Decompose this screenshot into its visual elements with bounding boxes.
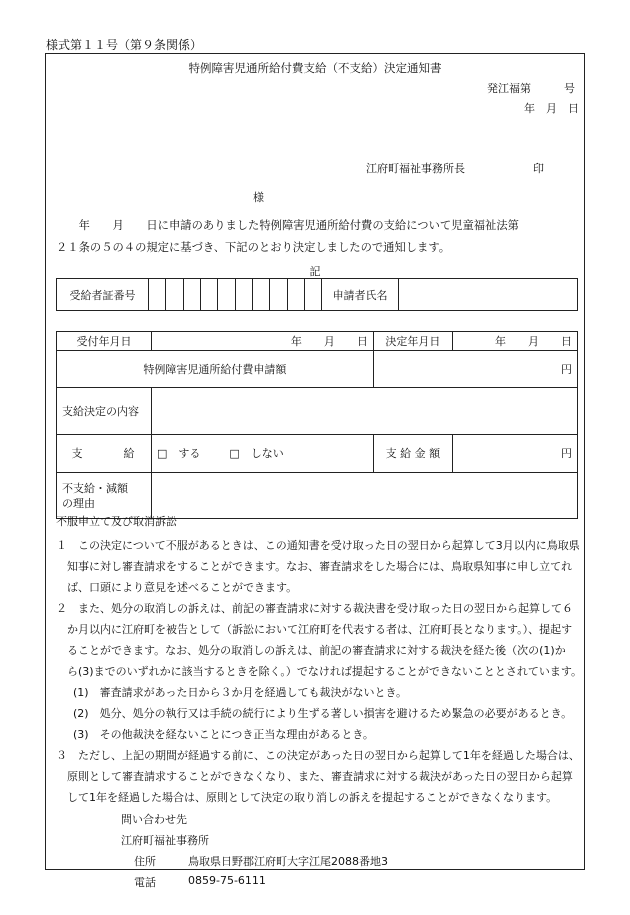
recipient-number-digit[interactable] [270,279,287,311]
contact-address-label: 住所 [134,855,156,868]
body-text-line-1: 年 月 日に申請のありました特例障害児通所給付費の支給について児童福祉法第 [56,219,519,232]
appeal-note-line: か月以内に江府町を被告として（訴訟において江府町を代表する者は、江府町長となります。）、提起す [56,623,573,636]
recipient-number-digit[interactable] [304,279,321,311]
appeal-note-line: ら(3)までのいずれかに該当するときを除く。）でなければ提起することができないこととされています。 [56,665,582,678]
appeal-note-line: 知事に対し審査請求をすることができます。なお、審査請求をした場合には、鳥取県知事に申し立てれ [56,560,573,573]
document-title: 特例障害児通所給付費支給（不支給）決定通知書 [188,61,442,75]
issue-number: 発江福第 号 [487,82,575,95]
payment-amount-label: 支 給 金 額 [373,434,452,473]
appeal-note-line: ることができます。なお、処分の取消しの訴えは、前記の審査請求に対する裁決を経た後（次の(1)か [56,644,566,657]
contact-phone: 0859-75-6111 [188,874,266,887]
payment-options [152,434,374,473]
appeal-note-line: (2) 処分、処分の執行又は手続の続行により生ずる著しい損害を避けるため緊急の必要があるとき。 [73,707,573,720]
issue-date: 年 月 日 [524,102,579,115]
received-date-label: 受付年月日 [57,332,152,351]
addressee-suffix: 様 [253,191,264,204]
reason-field[interactable] [152,473,578,519]
contact-office: 江府町福祉事務所 [121,834,209,847]
payment-amount-value[interactable]: 円 [452,434,577,473]
contact-heading: 問い合わせ先 [121,813,187,826]
decision-table [56,331,578,519]
recipient-table [56,278,578,311]
applicant-name-label: 申請者氏名 [322,279,399,311]
appeal-note-line: ば、口頭により意見を述べることができます。 [56,581,298,594]
appeal-note-line: して1年を経過した場合は、原則として決定の取り消しの訴えを提起することができなくなります。 [56,791,558,804]
office-name: 江府町福祉事務所長 [366,162,465,175]
claim-amount-value[interactable]: 円 [373,351,577,387]
applicant-name-field[interactable] [398,279,577,311]
recipient-number-digit[interactable] [166,279,183,311]
ki-heading: 記 [309,265,321,278]
appeal-note-line: (1) 審査請求があった日から３か月を経過しても裁決がないとき。 [73,686,408,699]
appeal-note-line: １ この決定について不服があるときは、この通知書を受け取った日の翌日から起算して3月以内に鳥取県 [56,539,580,552]
appeal-notes-title: 不服申立て及び取消訴訟 [56,515,177,528]
appeal-note-line: ２ また、処分の取消しの訴えは、前記の審査請求に対する裁決書を受け取った日の翌日から起算して６ [56,602,573,615]
contact-phone-label: 電話 [134,876,156,889]
notice-form [45,53,585,889]
decision-content-label: 支給決定の内容 [57,387,152,434]
option-yes-checkbox[interactable]: □ する [157,447,201,461]
recipient-number-digit[interactable] [218,279,235,311]
recipient-number-digit[interactable] [287,279,304,311]
appeal-note-line: (3) その他裁決を経ないことにつき正当な理由があるとき。 [73,728,374,741]
decision-date-value[interactable]: 年 月 日 [452,332,577,351]
reason-label-line-1: 不支給・減額 [62,481,128,495]
recipient-number-digit[interactable] [149,279,166,311]
reason-label-line-2: の理由 [62,496,95,510]
appeal-note-line: 原則として審査請求することができなくなり、また、審査請求に対する裁決があった日の翌日から起算 [56,770,573,783]
recipient-number-digit[interactable] [201,279,218,311]
payment-label: 支 給 [57,434,152,473]
seal-mark: 印 [533,162,544,175]
appeal-note-line: ３ ただし、上記の期間が経過する前に、この決定があった日の翌日から起算して1年を経過した場合は、 [56,749,580,762]
decision-content-field[interactable] [152,387,578,434]
received-date-value[interactable]: 年 月 日 [152,332,374,351]
option-no-checkbox[interactable]: □ しない [229,447,284,461]
claim-amount-label: 特例障害児通所給付費申請額 [57,351,374,387]
recipient-number-digit[interactable] [252,279,269,311]
body-text-line-2: ２１条の５の４の規定に基づき、下記のとおり決定しましたので通知します。 [56,241,451,254]
recipient-number-label: 受給者証番号 [57,279,149,311]
recipient-number-digit[interactable] [183,279,200,311]
decision-date-label: 決定年月日 [373,332,452,351]
contact-address: 鳥取県日野郡江府町大字江尾2088番地3 [188,855,388,868]
form-number: 様式第１１号（第９条関係） [46,38,203,52]
recipient-number-digit[interactable] [235,279,252,311]
reason-label [57,473,152,519]
